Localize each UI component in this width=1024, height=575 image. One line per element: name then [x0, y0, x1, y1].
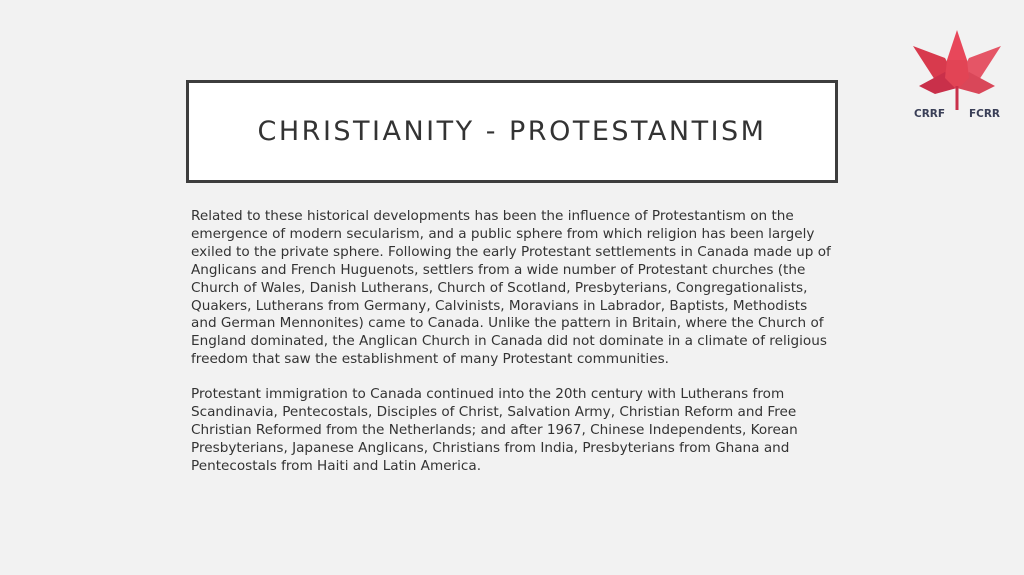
logo-label-fcrr: FCRR: [968, 108, 1000, 120]
title-box: [186, 80, 838, 183]
paragraph-2: Protestant immigration to Canada continued into the 20th century with Lutherans from Scandinavia, Pentecostals, Disciples of Christ, Salvation Army, Christian Reform and Free Christian Reformed from the Netherlands; and after 1967, Chinese Independents, Korean Presbyterians, Japanese Anglicans, Christians from India, Presbyterians from Ghana and Pentecostals from Haiti and Latin America.: [191, 386, 798, 474]
paragraph-1: Related to these historical developments has been the influence of Protestantism on the emergence of modern secularism, and a public sphere from which religion has been largely exiled to the private sphere. Following the early Protestant settlements in Canada made up of Anglicans and French Huguenots, settlers from a wide number of Protestant churches (the Church of Wales, Danish Lutherans, Church of Scotland, Presbyterians, Congregationalists, Quakers, Lutherans from Germany, Calvinists, Moravians in Labrador, Baptists, Methodists and German Mennonites) came to Canada. Unlike the pattern in Britain, where the Church of England dominated, the Anglican Church in Canada did not dominate in a climate of religious freedom that saw the establishment of many Protestant communities.: [191, 208, 831, 368]
crrf-logo: [905, 28, 1009, 124]
slide-body: [191, 208, 831, 493]
maple-leaf-icon: [905, 28, 1009, 112]
logo-labels: [905, 108, 1009, 120]
slide-title: CHRISTIANITY - PROTESTANTISM: [257, 116, 767, 147]
logo-label-crrf: CRRF: [914, 108, 946, 120]
